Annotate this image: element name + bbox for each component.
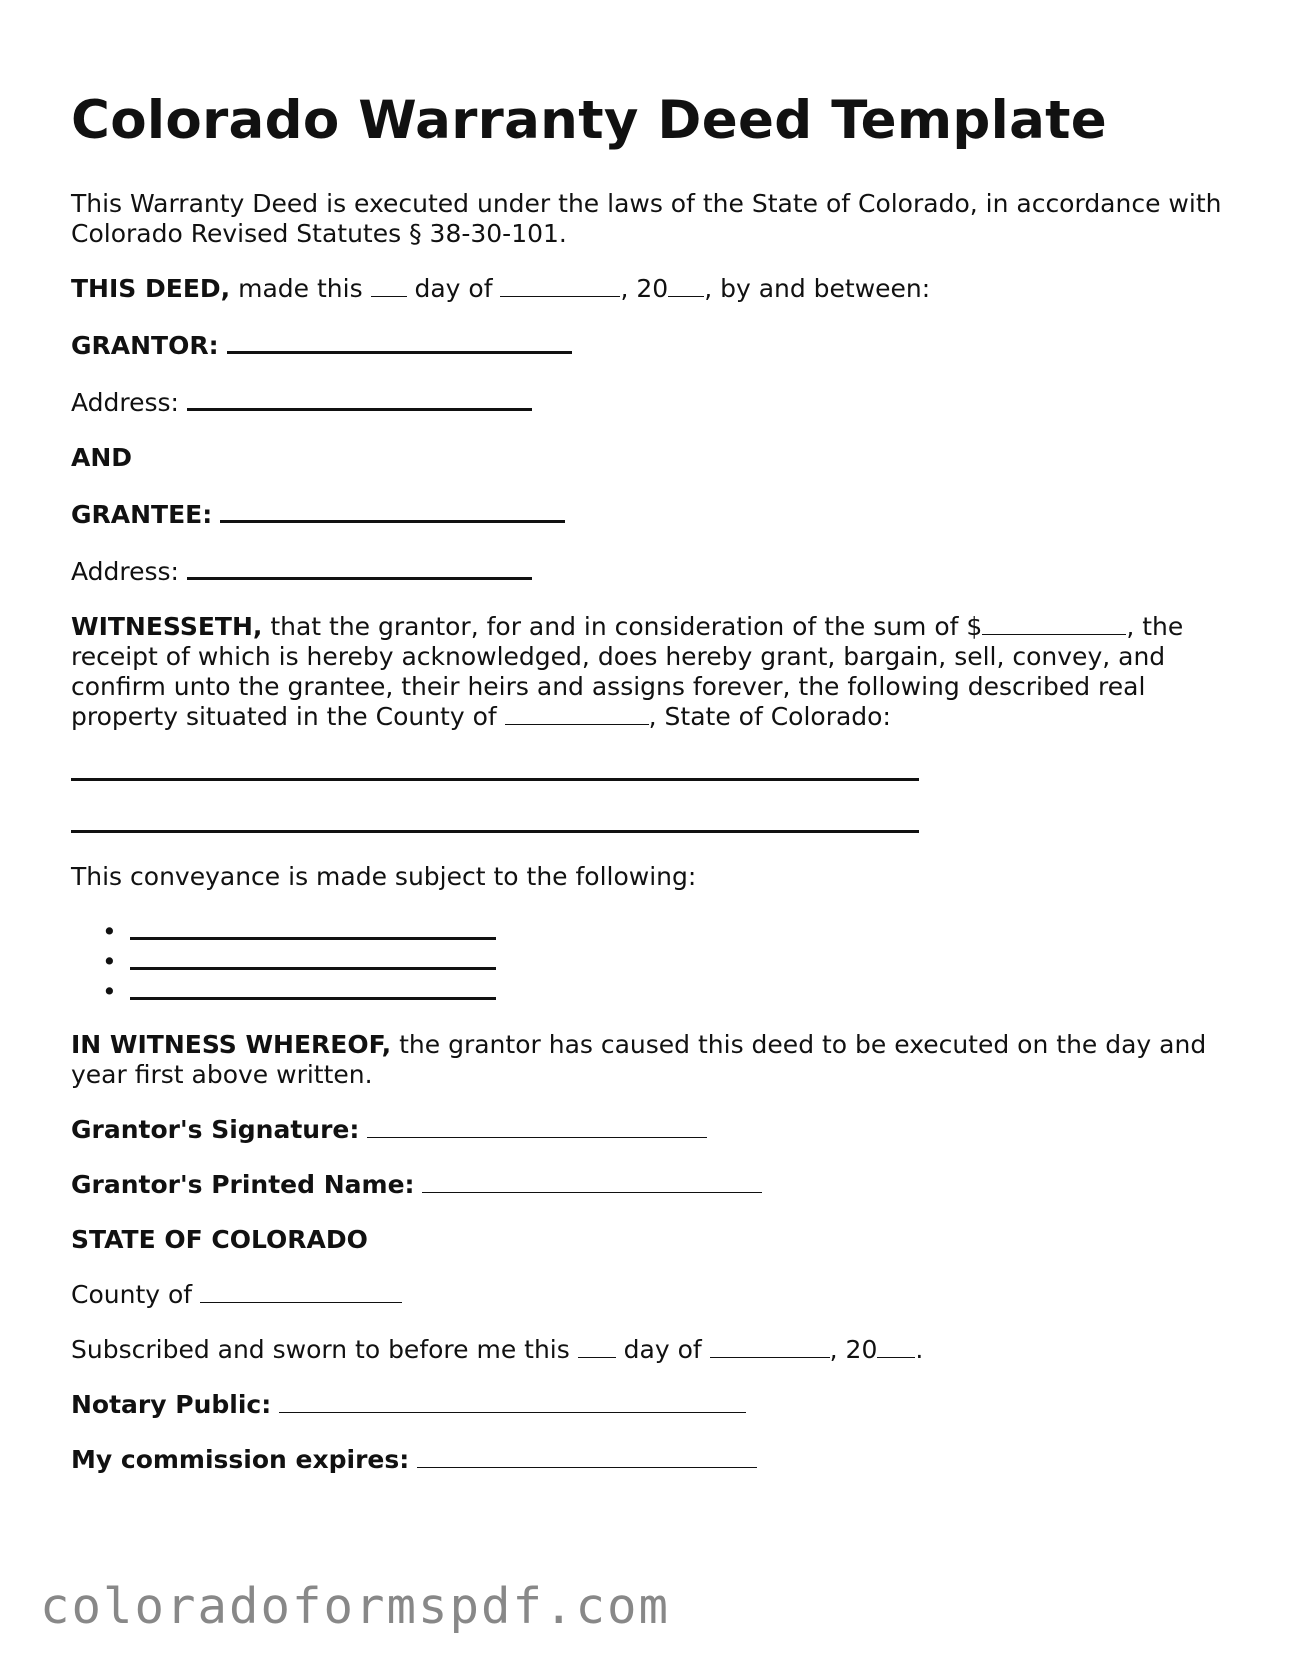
deed-year-blank[interactable] (668, 274, 704, 297)
deed-day-blank[interactable] (371, 274, 407, 297)
commission-expires-field[interactable] (417, 1445, 757, 1468)
witnesseth-lead: WITNESSETH, (71, 612, 263, 641)
sworn-day-blank[interactable] (578, 1335, 616, 1358)
consideration-amount-blank[interactable] (982, 612, 1126, 635)
list-item: • (106, 947, 1231, 977)
subject-list (71, 917, 1231, 1007)
grantor-name-field[interactable] (227, 329, 572, 354)
county-blank[interactable] (505, 702, 649, 725)
subject-item-field[interactable] (130, 917, 496, 940)
county-line (71, 1280, 1231, 1310)
and-label: AND (71, 443, 133, 472)
commission-label: My commission expires: (71, 1445, 410, 1474)
deed-month-blank[interactable] (500, 274, 620, 297)
printed-name-line (71, 1170, 1231, 1200)
grantor-printed-name-field[interactable] (422, 1170, 762, 1193)
site-watermark: coloradoformspdf.com (40, 1578, 671, 1635)
subject-item-field[interactable] (130, 977, 496, 1000)
grantor-address-field[interactable] (187, 386, 532, 411)
grantee-address-line (71, 555, 1231, 587)
in-witness-paragraph: IN WITNESS WHEREOF, the grantor has caused this deed to be executed on the day and year first above written. (71, 1030, 1207, 1089)
grantor-address-line (71, 386, 1231, 418)
grantee-line (71, 498, 1231, 530)
deed-document (71, 86, 1231, 1475)
grantee-address-field[interactable] (187, 555, 532, 580)
list-item: • (106, 977, 1231, 1007)
deed-date-line: THIS DEED, made this day of , 20 , by and between: (71, 274, 931, 303)
sworn-year-blank[interactable] (877, 1335, 915, 1358)
grantee-label: GRANTEE: (71, 500, 213, 529)
intro-paragraph: This Warranty Deed is executed under the laws of the State of Colorado, in accordance with Colorado Revised Statutes § 38-30-101. (71, 189, 1222, 248)
witnesseth-paragraph: WITNESSETH, that the grantor, for and in consideration of the sum of $ , the receipt of which is hereby acknowledged, does hereby grant, bargain, sell, convey, and confirm unto the grantee, their heirs and assigns forever, the following described real property situated in the County of , State of Colorado: (71, 612, 1184, 731)
property-description-line-2[interactable] (71, 830, 919, 833)
notary-line (71, 1390, 1231, 1420)
in-witness-lead: IN WITNESS WHEREOF, (71, 1030, 392, 1059)
property-description-line-1[interactable] (71, 778, 919, 781)
sworn-month-blank[interactable] (710, 1335, 830, 1358)
notary-county-field[interactable] (200, 1280, 402, 1303)
subject-item-field[interactable] (130, 947, 496, 970)
signature-line (71, 1115, 1231, 1145)
grantor-line (71, 329, 1231, 361)
address-label: Address: (71, 557, 179, 586)
document-title: Colorado Warranty Deed Template (71, 90, 1108, 151)
sworn-line: Subscribed and sworn to before me this day of , 20 . (71, 1335, 924, 1364)
list-item: • (106, 917, 1231, 947)
state-heading: STATE OF COLORADO (71, 1225, 368, 1254)
commission-line (71, 1445, 1231, 1475)
grantor-signature-field[interactable] (367, 1115, 707, 1138)
deed-lead: THIS DEED, (71, 274, 231, 303)
conveyance-text: This conveyance is made subject to the following: (71, 862, 697, 891)
printed-name-label: Grantor's Printed Name: (71, 1170, 415, 1199)
notary-public-field[interactable] (279, 1390, 746, 1413)
notary-label: Notary Public: (71, 1390, 272, 1419)
county-label: County of (71, 1280, 201, 1309)
grantee-name-field[interactable] (220, 498, 565, 523)
signature-label: Grantor's Signature: (71, 1115, 360, 1144)
grantor-label: GRANTOR: (71, 331, 219, 360)
address-label: Address: (71, 388, 179, 417)
and-line (71, 443, 1231, 473)
